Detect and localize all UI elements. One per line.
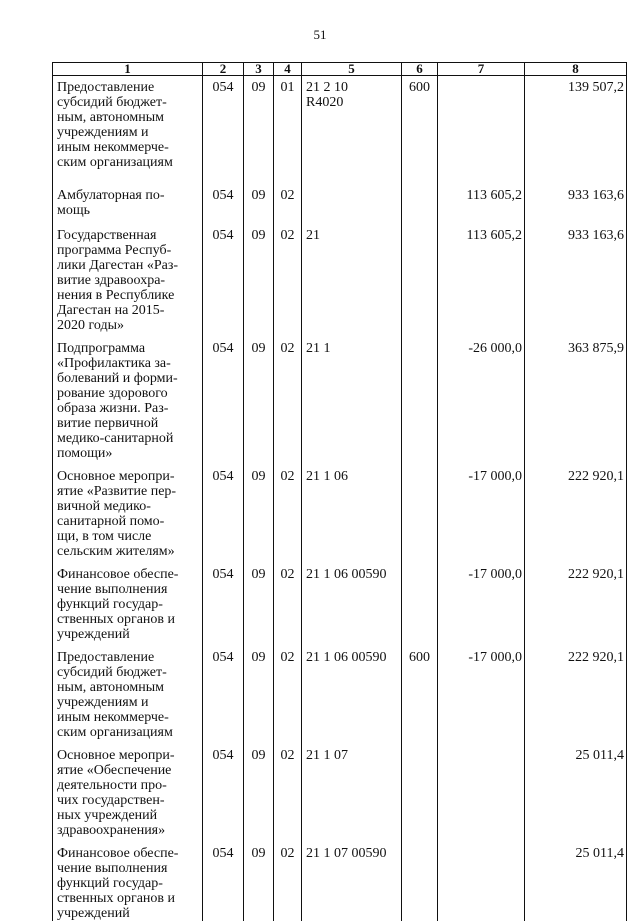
section-code: 09 bbox=[244, 76, 274, 180]
col-header-5: 5 bbox=[302, 63, 402, 76]
section-code: 09 bbox=[244, 838, 274, 921]
item-name: Государственная программа Респуб- лики Дагестан «Раз- витие здравоохра- нения в Республике Дагестан на 2015- 2020 годы» bbox=[53, 220, 203, 333]
change-amount: -26 000,0 bbox=[438, 333, 525, 461]
subsection-code: 02 bbox=[274, 333, 302, 461]
budget-table bbox=[52, 62, 627, 921]
item-name: Амбулаторная по- мощь bbox=[53, 180, 203, 220]
header-row bbox=[53, 63, 627, 76]
ministry-code: 054 bbox=[203, 220, 244, 333]
expense-type-code bbox=[402, 461, 438, 559]
item-name: Основное меропри- ятие «Обеспечение деятельности про- чих государствен- ных учреждений здравоохранения» bbox=[53, 740, 203, 838]
subsection-code: 02 bbox=[274, 740, 302, 838]
ministry-code: 054 bbox=[203, 642, 244, 740]
total-amount: 222 920,1 bbox=[525, 559, 627, 642]
ministry-code: 054 bbox=[203, 559, 244, 642]
item-name: Финансовое обеспе- чение выполнения функций государ- ственных органов и учреждений bbox=[53, 838, 203, 921]
section-code: 09 bbox=[244, 559, 274, 642]
item-name: Основное меропри- ятие «Развитие пер- вичной медико- санитарной помо- щи, в том числе сельским жителям» bbox=[53, 461, 203, 559]
section-code: 09 bbox=[244, 642, 274, 740]
page-number: 51 bbox=[313, 27, 327, 42]
table-row bbox=[53, 220, 627, 333]
table-body bbox=[53, 76, 627, 921]
col-header-3: 3 bbox=[244, 63, 274, 76]
expense-type-code: 600 bbox=[402, 642, 438, 740]
table-row bbox=[53, 76, 627, 180]
ministry-code: 054 bbox=[203, 333, 244, 461]
section-code: 09 bbox=[244, 220, 274, 333]
item-name: Предоставление субсидий бюджет- ным, автономным учреждениям и иным некоммерче- ским организациям bbox=[53, 642, 203, 740]
total-amount: 139 507,2 bbox=[525, 76, 627, 180]
total-amount: 933 163,6 bbox=[525, 180, 627, 220]
change-amount: 113 605,2 bbox=[438, 220, 525, 333]
table-row bbox=[53, 333, 627, 461]
table-row bbox=[53, 559, 627, 642]
col-header-8: 8 bbox=[525, 63, 627, 76]
table-header bbox=[53, 63, 627, 76]
change-amount: -17 000,0 bbox=[438, 559, 525, 642]
target-article-code: 21 bbox=[302, 220, 402, 333]
change-amount bbox=[438, 740, 525, 838]
ministry-code: 054 bbox=[203, 838, 244, 921]
subsection-code: 02 bbox=[274, 220, 302, 333]
col-header-2: 2 bbox=[203, 63, 244, 76]
table-row bbox=[53, 642, 627, 740]
expense-type-code bbox=[402, 559, 438, 642]
subsection-code: 01 bbox=[274, 76, 302, 180]
expense-type-code bbox=[402, 740, 438, 838]
expense-type-code bbox=[402, 220, 438, 333]
col-header-6: 6 bbox=[402, 63, 438, 76]
table-row bbox=[53, 740, 627, 838]
total-amount: 222 920,1 bbox=[525, 642, 627, 740]
ministry-code: 054 bbox=[203, 76, 244, 180]
subsection-code: 02 bbox=[274, 642, 302, 740]
change-amount: -17 000,0 bbox=[438, 461, 525, 559]
change-amount bbox=[438, 838, 525, 921]
subsection-code: 02 bbox=[274, 180, 302, 220]
col-header-7: 7 bbox=[438, 63, 525, 76]
target-article-code: 21 1 07 00590 bbox=[302, 838, 402, 921]
ministry-code: 054 bbox=[203, 180, 244, 220]
total-amount: 363 875,9 bbox=[525, 333, 627, 461]
total-amount: 25 011,4 bbox=[525, 740, 627, 838]
expense-type-code bbox=[402, 333, 438, 461]
target-article-code: 21 1 06 00590 bbox=[302, 559, 402, 642]
expense-type-code bbox=[402, 180, 438, 220]
table-row bbox=[53, 180, 627, 220]
change-amount: 113 605,2 bbox=[438, 180, 525, 220]
change-amount bbox=[438, 76, 525, 180]
change-amount: -17 000,0 bbox=[438, 642, 525, 740]
table-row bbox=[53, 838, 627, 921]
section-code: 09 bbox=[244, 180, 274, 220]
target-article-code bbox=[302, 180, 402, 220]
expense-type-code bbox=[402, 838, 438, 921]
ministry-code: 054 bbox=[203, 461, 244, 559]
subsection-code: 02 bbox=[274, 559, 302, 642]
col-header-1: 1 bbox=[53, 63, 203, 76]
subsection-code: 02 bbox=[274, 461, 302, 559]
section-code: 09 bbox=[244, 333, 274, 461]
item-name: Предоставление субсидий бюджет- ным, автономным учреждениям и иным некоммерче- ским организациям bbox=[53, 76, 203, 180]
col-header-4: 4 bbox=[274, 63, 302, 76]
expense-type-code: 600 bbox=[402, 76, 438, 180]
item-name: Подпрограмма «Профилактика за- болеваний и форми- рование здорового образа жизни. Раз- витие первичной медико-санитарной помощи» bbox=[53, 333, 203, 461]
target-article-code: 21 1 07 bbox=[302, 740, 402, 838]
total-amount: 25 011,4 bbox=[525, 838, 627, 921]
table-row bbox=[53, 461, 627, 559]
ministry-code: 054 bbox=[203, 740, 244, 838]
target-article-code: 21 1 06 00590 bbox=[302, 642, 402, 740]
subsection-code: 02 bbox=[274, 838, 302, 921]
target-article-code: 21 2 10 R4020 bbox=[302, 76, 402, 180]
total-amount: 222 920,1 bbox=[525, 461, 627, 559]
target-article-code: 21 1 bbox=[302, 333, 402, 461]
section-code: 09 bbox=[244, 461, 274, 559]
total-amount: 933 163,6 bbox=[525, 220, 627, 333]
section-code: 09 bbox=[244, 740, 274, 838]
target-article-code: 21 1 06 bbox=[302, 461, 402, 559]
item-name: Финансовое обеспе- чение выполнения функций государ- ственных органов и учреждений bbox=[53, 559, 203, 642]
